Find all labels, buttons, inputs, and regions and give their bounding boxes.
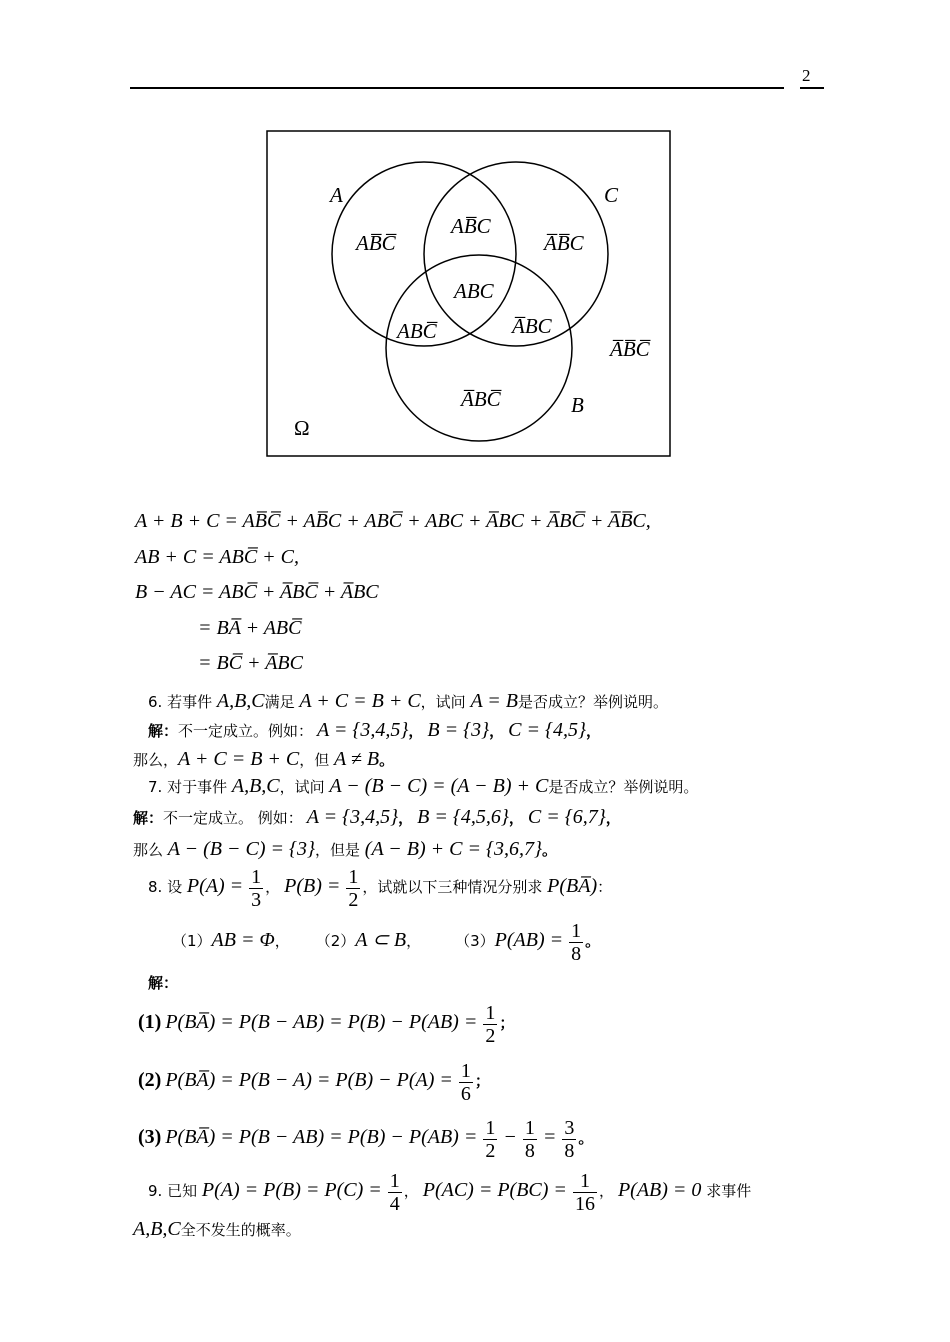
region-bc: A̅BC — [512, 314, 552, 338]
page-number-rule — [800, 87, 824, 89]
region-abc: ABC — [454, 279, 494, 303]
solution-8-case-2: (2) P(BA̅) = P(B − A) = P(B) − P(A) = $\frac{1}{6}$ ； — [138, 1060, 490, 1105]
solution-7-conclusion: 那么 A − (B − C) = {3}，但是 (A − B) + C = {3,6,7}。 — [133, 838, 558, 860]
question-8: 8. 设 P(A) = $\frac{1}{3}$ ， P(B) = $\frac{1}{2}$ ，试就以下三种情况分别求 P(BA̅)： — [148, 866, 613, 911]
page-number: 2 — [802, 66, 811, 85]
region-c-only: A̅B̅C — [544, 231, 584, 255]
region-none: A̅B̅C̅ — [610, 337, 650, 361]
formula-ab-plus-c: AB + C = ABC̅ + C, — [135, 546, 300, 568]
solution-6-conclusion: 那么，A + C = B + C，但 A ≠ B。 — [133, 748, 395, 770]
formula-b-minus-ac: B − AC = ABC̅ + A̅BC̅ + A̅BC — [135, 581, 379, 603]
solution-6: 解：不一定成立。例如： A = {3,4,5}， B = {3}， C = {4,5}， — [148, 719, 601, 741]
omega-label: Ω — [294, 416, 310, 440]
formula-union: A + B + C = AB̅C̅ + AB̅C + ABC̅ + ABC + A̅BC + A̅BC̅ + A̅B̅C, — [135, 510, 651, 532]
region-ac: AB̅C — [451, 214, 491, 238]
formula-step-2: = BA̅ + ABC̅ — [198, 617, 302, 639]
region-ab: ABC̅ — [397, 319, 437, 343]
header-rule — [130, 87, 784, 89]
question-7: 7. 对于事件 A,B,C，试问 A − (B − C) = (A − B) + C是否成立？举例说明。 — [148, 775, 699, 797]
question-8-cases: （1）AB = Φ， （2）A ⊂ B， （3）P(AB) = $\frac{1}{8}$ 。 — [172, 920, 601, 965]
solution-8-label: 解： — [148, 974, 179, 992]
region-a-only: AB̅C̅ — [356, 231, 396, 255]
solution-7: 解：不一定成立。 例如： A = {3,4,5}， B = {4,5,6}， C = {6,7}， — [133, 806, 621, 828]
question-9-cont: A,B,C全不发生的概率。 — [133, 1218, 301, 1240]
venn-diagram — [266, 130, 671, 457]
solution-8-case-1: (1) P(BA̅) = P(B − AB) = P(B) − P(AB) = $\frac{1}{2}$ ； — [138, 1002, 515, 1047]
solution-8-case-3: (3) P(BA̅) = P(B − AB) = P(B) − P(AB) = $\frac{1}{2}$ − $\frac{1}{8}$ = $\frac{3}{8}$ 。 — [138, 1117, 594, 1162]
region-b-only: A̅BC̅ — [461, 387, 501, 411]
label-a: A — [330, 183, 343, 207]
label-c: C — [604, 183, 619, 207]
question-6: 6. 若事件 A,B,C满足 A + C = B + C，试问 A = B是否成立？举例说明。 — [148, 690, 669, 712]
label-b: B — [571, 393, 584, 417]
formula-step-3: = BC̅ + A̅BC — [198, 652, 303, 674]
question-9: 9. 已知 P(A) = P(B) = P(C) = $\frac{1}{4}$ ， P(AC) = P(BC) = $\frac{1}{16}$ ， P(AB) = 0 求事件 — [148, 1170, 752, 1215]
